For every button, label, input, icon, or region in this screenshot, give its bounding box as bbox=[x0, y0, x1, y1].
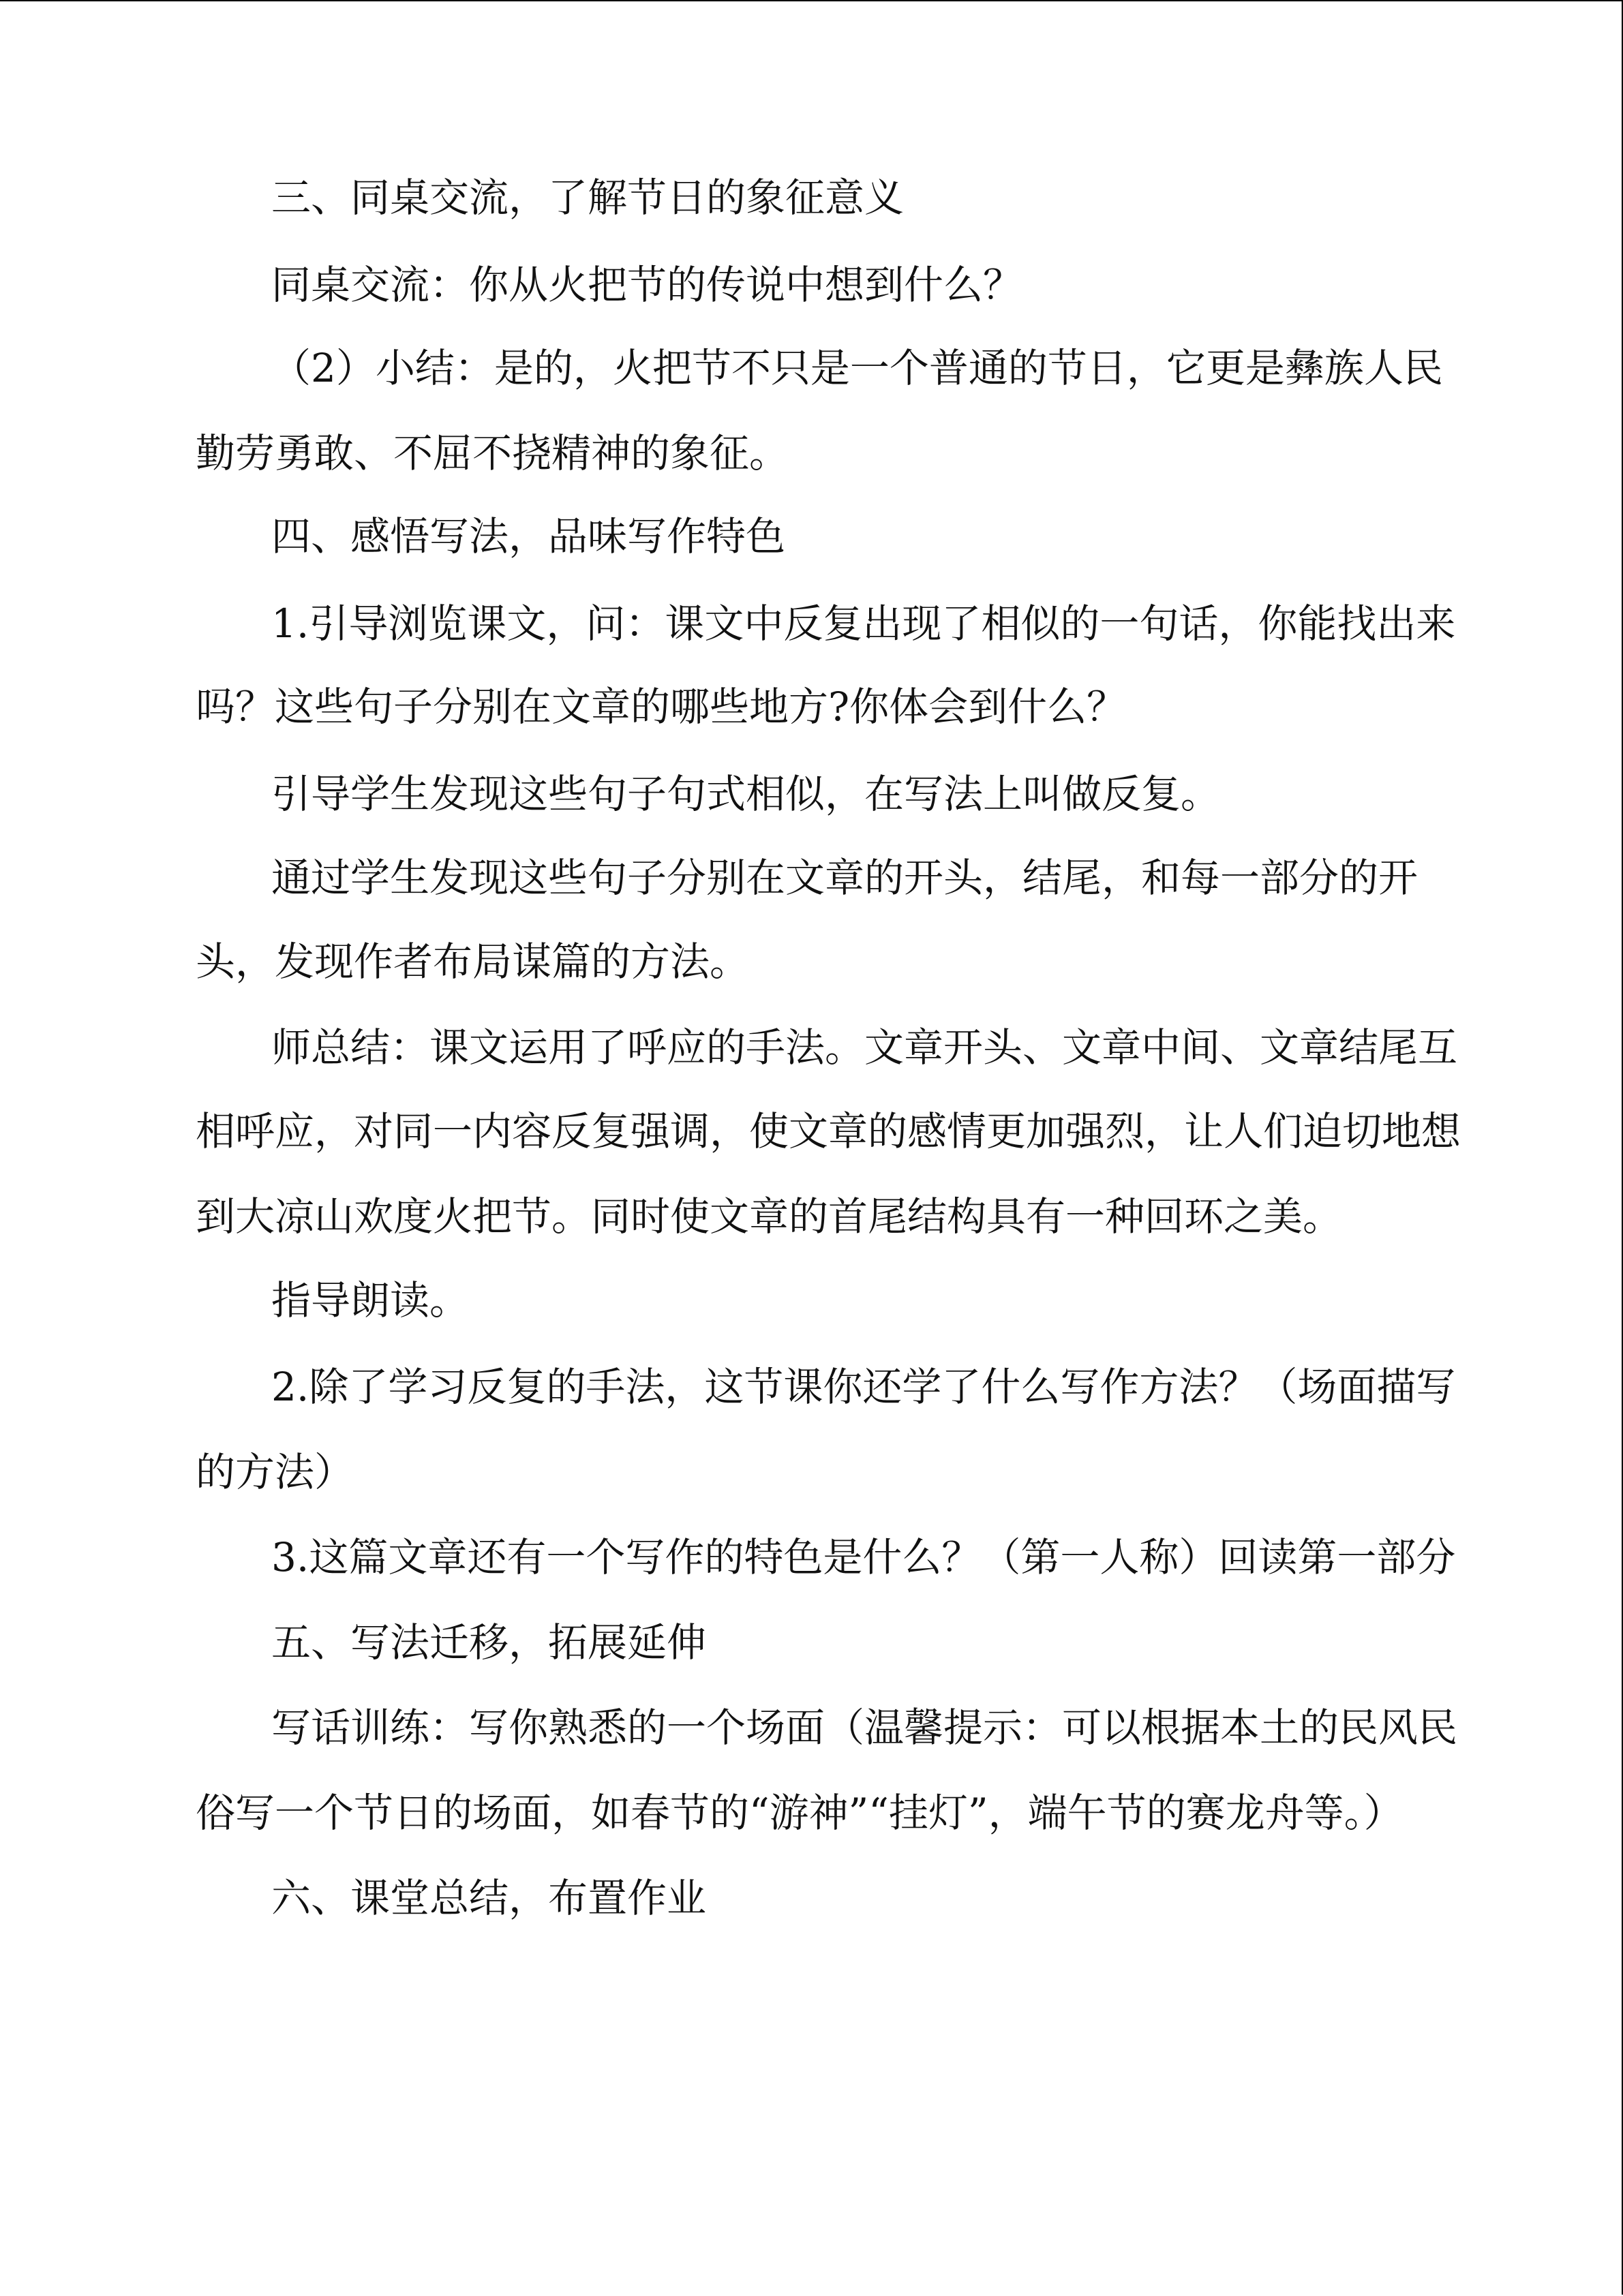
paragraph-line: 3.这篇文章还有一个写作的特色是什么？（第一人称）回读第一部分 bbox=[271, 1534, 1456, 1580]
paragraph-line: 吗？这些句子分别在文章的哪些地方?你体会到什么？ bbox=[196, 684, 1127, 730]
paragraph-line: 勤劳勇敢、不屈不挠精神的象征。 bbox=[196, 430, 789, 476]
section-heading-4: 四、感悟写法，品味写作特色 bbox=[271, 513, 786, 560]
paragraph-line: 2.除了学习反复的手法，这节课你还学了什么写作方法？（场面描写 bbox=[271, 1364, 1456, 1410]
paragraph-line: 师总结：课文运用了呼应的手法。文章开头、文章中间、文章结尾互 bbox=[271, 1024, 1458, 1071]
paragraph-line: 通过学生发现这些句子分别在文章的开头，结尾，和每一部分的开 bbox=[271, 855, 1419, 901]
paragraph-line: 相呼应，对同一内容反复强调，使文章的感情更加强烈，让人们迫切地想 bbox=[196, 1108, 1461, 1154]
paragraph-line: 引导学生发现这些句子句式相似，在写法上叫做反复。 bbox=[271, 771, 1221, 817]
paragraph-line: 俗写一个节日的场面，如春节的“游神”“挂灯”，端午节的赛龙舟等。） bbox=[196, 1790, 1404, 1836]
paragraph-line: 头，发现作者布局谋篇的方法。 bbox=[196, 938, 750, 985]
document-body bbox=[0, 1, 1623, 2296]
paragraph-line: 到大凉山欢度火把节。同时使文章的首尾结构具有一种回环之美。 bbox=[196, 1193, 1343, 1240]
paragraph-line: 1.引导浏览课文，问：课文中反复出现了相似的一句话，你能找出来 bbox=[271, 600, 1456, 647]
section-heading-3: 三、同桌交流，了解节日的象征意义 bbox=[271, 174, 905, 221]
paragraph-line: 同桌交流：你从火把节的传说中想到什么？ bbox=[271, 262, 1023, 308]
paragraph-line: 指导朗读。 bbox=[271, 1277, 470, 1323]
paragraph-line: 写话训练：写你熟悉的一个场面（温馨提示：可以根据本土的民风民 bbox=[271, 1704, 1458, 1751]
paragraph-line: （2）小结：是的，火把节不只是一个普通的节日，它更是彝族人民 bbox=[271, 345, 1443, 391]
section-heading-6: 六、课堂总结，布置作业 bbox=[271, 1875, 707, 1921]
paragraph-line: 的方法） bbox=[196, 1449, 354, 1495]
section-heading-5: 五、写法迁移，拓展延伸 bbox=[271, 1619, 707, 1666]
